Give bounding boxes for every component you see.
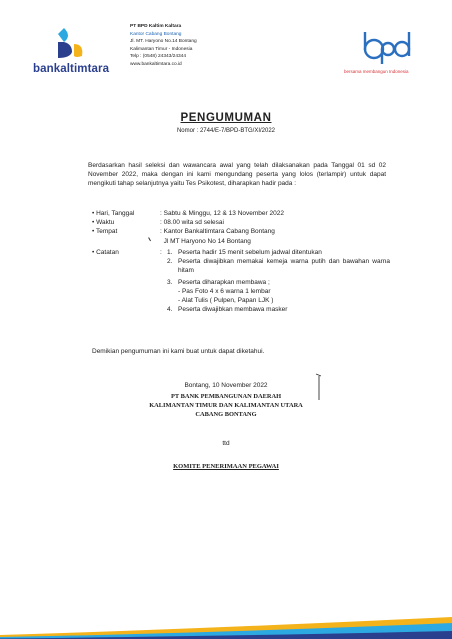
- address-street: Jl. MT. Haryono No.14 Bontang: [130, 39, 197, 45]
- note-subitem: - Alat Tulis ( Pulpen, Papan LJK ): [178, 297, 274, 304]
- footer-wave: [0, 609, 452, 639]
- detail-value-place: : Kantor Bankaltimtara Cabang Bontang: [160, 228, 275, 235]
- bank-line: KALIMANTAN TIMUR DAN KALIMANTAN UTARA: [149, 402, 303, 409]
- pen-stroke-icon: [313, 372, 325, 402]
- company-name: PT BPD Kaltim Kaltara: [130, 24, 182, 29]
- detail-value-date: : Sabtu & Minggu, 12 & 13 November 2022: [160, 210, 284, 217]
- document-number: Nomor : 2744/E-7/BPD-BTG/XI/2022: [176, 128, 276, 134]
- bankaltimtara-logo: [36, 26, 120, 62]
- signature-ttd: ttd: [222, 440, 230, 447]
- detail-colon-notes: :: [160, 249, 162, 256]
- bank-line: PT BANK PEMBANGUNAN DAERAH: [170, 393, 282, 400]
- detail-label-time: • Waktu: [92, 219, 115, 226]
- note-number: 2.: [167, 258, 173, 265]
- detail-label-notes: • Catatan: [92, 249, 119, 256]
- note-item: Peserta diwajibkan membawa masker: [178, 306, 288, 313]
- signature-bank-name: [0, 392, 452, 419]
- document-title: PENGUMUMAN: [180, 112, 272, 124]
- pen-mark: [148, 237, 152, 241]
- note-item: Peserta hadir 15 menit sebelum jadwal ditentukan: [178, 249, 322, 256]
- note-number: 3.: [167, 279, 173, 286]
- detail-label-date: • Hari, Tanggal: [92, 210, 135, 217]
- note-subitem: - Pas Foto 4 x 6 warna 1 lembar: [178, 288, 271, 295]
- branch-name: Kantor Cabang Bontang: [130, 31, 182, 37]
- address-website: www.bankaltimtara.co.id: [130, 61, 182, 67]
- signature-place-date: Bontang, 10 November 2022: [184, 382, 268, 389]
- intro-paragraph: Berdasarkan hasil seleksi dan wawancara awal yang telah dilaksanakan pada Tanggal 01 sd 02 November 2022, maka dengan ini kami mengundang peserta yang lolos (terlampir) untuk dapat mengikuti tahap selanjutnya yaitu Tes Psikotest, diharapkan hadir pada :: [88, 162, 386, 187]
- address-block: [130, 23, 197, 69]
- note-item: Peserta diharapkan membawa ;: [178, 279, 270, 286]
- brand-name: bankaltimtara: [33, 63, 110, 75]
- address-region: Kalimantan Timur - Indonesia: [130, 46, 193, 52]
- detail-label-place: • Tempat: [92, 228, 118, 235]
- bpd-logo-icon: [356, 28, 416, 66]
- note-number: 4.: [167, 306, 173, 313]
- note-item: Peserta diwajibkan memakai kemeja warna putih dan bawahan warna hitam: [178, 258, 390, 274]
- closing-sentence: Demikian pengumuman ini kami buat untuk dapat diketahui.: [92, 348, 265, 355]
- detail-value-time: : 08.00 wita sd selesai: [160, 219, 224, 226]
- address-phone: Telp : (0548) 24343/24344: [130, 54, 187, 60]
- bankaltimtara-logo-icon: [36, 26, 116, 62]
- detail-value-address: Jl MT Haryono No 14 Bontang: [160, 238, 251, 245]
- committee-name: KOMITE PENERIMAAN PEGAWAI: [173, 463, 279, 470]
- bank-line: CABANG BONTANG: [195, 411, 257, 418]
- bpd-tagline: bersama membangun Indonesia: [344, 69, 409, 74]
- note-number: 1.: [167, 249, 173, 256]
